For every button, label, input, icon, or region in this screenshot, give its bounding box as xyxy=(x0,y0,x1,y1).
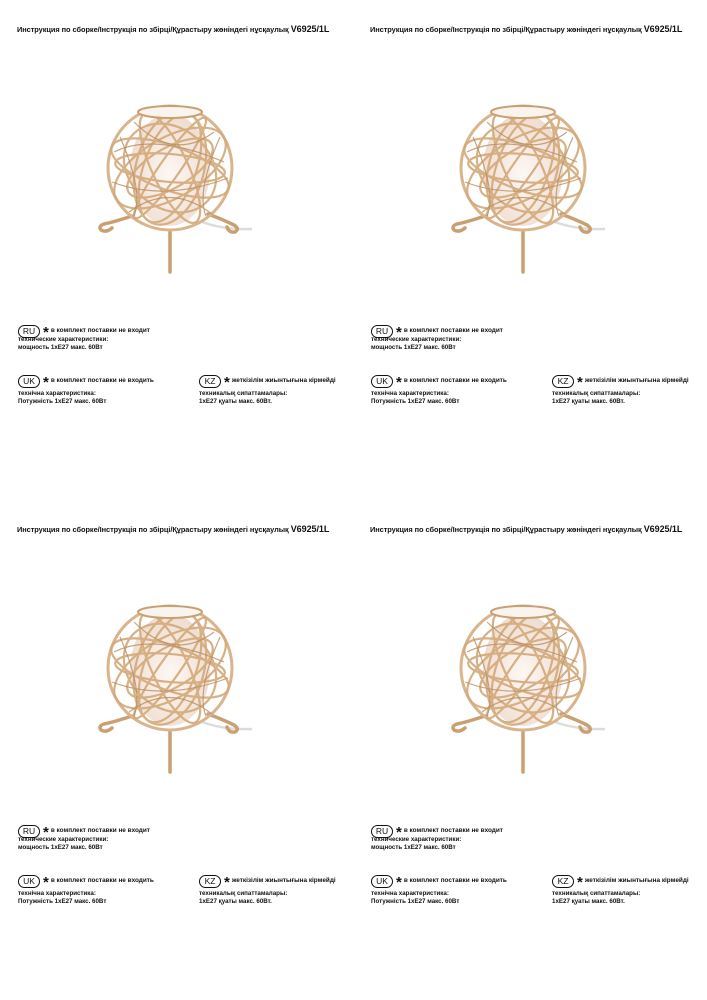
instruction-card xyxy=(0,500,353,1000)
uk-spec xyxy=(18,890,106,905)
title-text: Инструкция по сборке/Інструкція по збірці/Құрастыру жөніндегі нұсқаулық xyxy=(370,25,642,34)
kz-spec-value: 1xE27 қуаты макс. 60Вт. xyxy=(552,397,625,405)
kz-flag-badge: KZ xyxy=(199,375,221,388)
ru-note: в комплект поставки не входит xyxy=(403,827,503,834)
kz-spec-title: техникалық сипаттамалары: xyxy=(552,390,641,397)
asterisk-icon: * xyxy=(43,324,49,341)
uk-note: в комплект поставки не входить xyxy=(403,877,507,884)
uk-spec xyxy=(371,890,459,905)
asterisk-icon: * xyxy=(396,374,402,391)
ru-flag-badge: RU xyxy=(371,825,393,838)
model-number: V6925/1L xyxy=(643,24,683,34)
lamp-image xyxy=(84,592,256,778)
card-title xyxy=(370,24,682,34)
kz-note: жеткізілім жиынтығына кірмейді xyxy=(231,877,336,884)
ru-flag-badge: RU xyxy=(371,325,393,338)
uk-spec-title: технічна характеристика: xyxy=(371,390,449,397)
uk-note: в комплект поставки не входить xyxy=(403,377,507,384)
kz-flag-badge: KZ xyxy=(199,875,221,888)
asterisk-icon: * xyxy=(43,874,49,891)
kz-note: жеткізілім жиынтығына кірмейді xyxy=(584,877,689,884)
kz-spec-value: 1xE27 қуаты макс. 60Вт. xyxy=(199,397,272,405)
uk-flag-badge: UK xyxy=(371,375,393,388)
instruction-card xyxy=(0,0,353,500)
ru-spec xyxy=(371,336,461,351)
kz-spec-value: 1xE27 қуаты макс. 60Вт. xyxy=(552,897,625,905)
kz-spec xyxy=(552,390,640,405)
uk-spec-value: Потужність 1xE27 макс. 60Вт xyxy=(371,397,460,405)
ru-spec-title: технические характеристики: xyxy=(18,836,109,843)
title-text: Инструкция по сборке/Інструкція по збірці/Құрастыру жөніндегі нұсқаулық xyxy=(17,25,289,34)
model-number: V6925/1L xyxy=(290,524,330,534)
uk-note: в комплект поставки не входить xyxy=(50,877,154,884)
model-number: V6925/1L xyxy=(643,524,683,534)
ru-flag-badge: RU xyxy=(18,825,40,838)
uk-note-row xyxy=(18,371,154,389)
asterisk-icon: * xyxy=(224,374,230,391)
instruction-card xyxy=(353,0,706,500)
asterisk-icon: * xyxy=(43,824,49,841)
ru-spec-title: технические характеристики: xyxy=(371,836,462,843)
uk-note-row xyxy=(371,871,507,889)
card-title xyxy=(17,24,329,34)
uk-spec-value: Потужність 1xE27 макс. 60Вт xyxy=(18,897,107,905)
uk-flag-badge: UK xyxy=(371,875,393,888)
kz-note-row xyxy=(552,871,689,889)
card-title xyxy=(370,524,682,534)
uk-spec xyxy=(371,390,459,405)
ru-spec xyxy=(371,836,461,851)
asterisk-icon: * xyxy=(396,874,402,891)
lamp-image xyxy=(437,592,609,778)
uk-spec-value: Потужність 1xE27 макс. 60Вт xyxy=(371,897,460,905)
uk-flag-badge: UK xyxy=(18,375,40,388)
asterisk-icon: * xyxy=(396,324,402,341)
kz-spec-title: техникалық сипаттамалары: xyxy=(552,890,641,897)
kz-spec-title: техникалық сипаттамалары: xyxy=(199,390,288,397)
uk-note-row xyxy=(371,371,507,389)
kz-spec xyxy=(552,890,640,905)
kz-spec-title: техникалық сипаттамалары: xyxy=(199,890,288,897)
card-title xyxy=(17,524,329,534)
ru-spec-value: мощность 1xE27 макс. 60Вт xyxy=(371,343,456,351)
kz-flag-badge: KZ xyxy=(552,875,574,888)
asterisk-icon: * xyxy=(577,374,583,391)
kz-note: жеткізілім жиынтығына кірмейді xyxy=(231,377,336,384)
asterisk-icon: * xyxy=(396,824,402,841)
ru-spec-value: мощность 1xE27 макс. 60Вт xyxy=(18,843,103,851)
uk-spec-title: технічна характеристика: xyxy=(371,890,449,897)
lamp-image xyxy=(437,92,609,278)
kz-note-row xyxy=(552,371,689,389)
ru-flag-badge: RU xyxy=(18,325,40,338)
ru-spec-title: технические характеристики: xyxy=(371,336,462,343)
lamp-image xyxy=(84,92,256,278)
instruction-card xyxy=(353,500,706,1000)
kz-note-row xyxy=(199,371,336,389)
ru-spec-value: мощность 1xE27 макс. 60Вт xyxy=(371,843,456,851)
asterisk-icon: * xyxy=(43,374,49,391)
kz-note: жеткізілім жиынтығына кірмейді xyxy=(584,377,689,384)
kz-spec xyxy=(199,890,287,905)
kz-flag-badge: KZ xyxy=(552,375,574,388)
model-number: V6925/1L xyxy=(290,24,330,34)
uk-note: в комплект поставки не входить xyxy=(50,377,154,384)
uk-spec-value: Потужність 1xE27 макс. 60Вт xyxy=(18,397,107,405)
uk-note-row xyxy=(18,871,154,889)
asterisk-icon: * xyxy=(224,874,230,891)
title-text: Инструкция по сборке/Інструкція по збірці/Құрастыру жөніндегі нұсқаулық xyxy=(370,525,642,534)
uk-flag-badge: UK xyxy=(18,875,40,888)
title-text: Инструкция по сборке/Інструкція по збірці/Құрастыру жөніндегі нұсқаулық xyxy=(17,525,289,534)
ru-note: в комплект поставки не входит xyxy=(50,827,150,834)
asterisk-icon: * xyxy=(577,874,583,891)
ru-spec xyxy=(18,336,108,351)
uk-spec-title: технічна характеристика: xyxy=(18,890,96,897)
kz-note-row xyxy=(199,871,336,889)
uk-spec xyxy=(18,390,106,405)
ru-spec-value: мощность 1xE27 макс. 60Вт xyxy=(18,343,103,351)
kz-spec xyxy=(199,390,287,405)
ru-note: в комплект поставки не входит xyxy=(403,327,503,334)
ru-note: в комплект поставки не входит xyxy=(50,327,150,334)
ru-spec-title: технические характеристики: xyxy=(18,336,109,343)
uk-spec-title: технічна характеристика: xyxy=(18,390,96,397)
ru-spec xyxy=(18,836,108,851)
kz-spec-value: 1xE27 қуаты макс. 60Вт. xyxy=(199,897,272,905)
